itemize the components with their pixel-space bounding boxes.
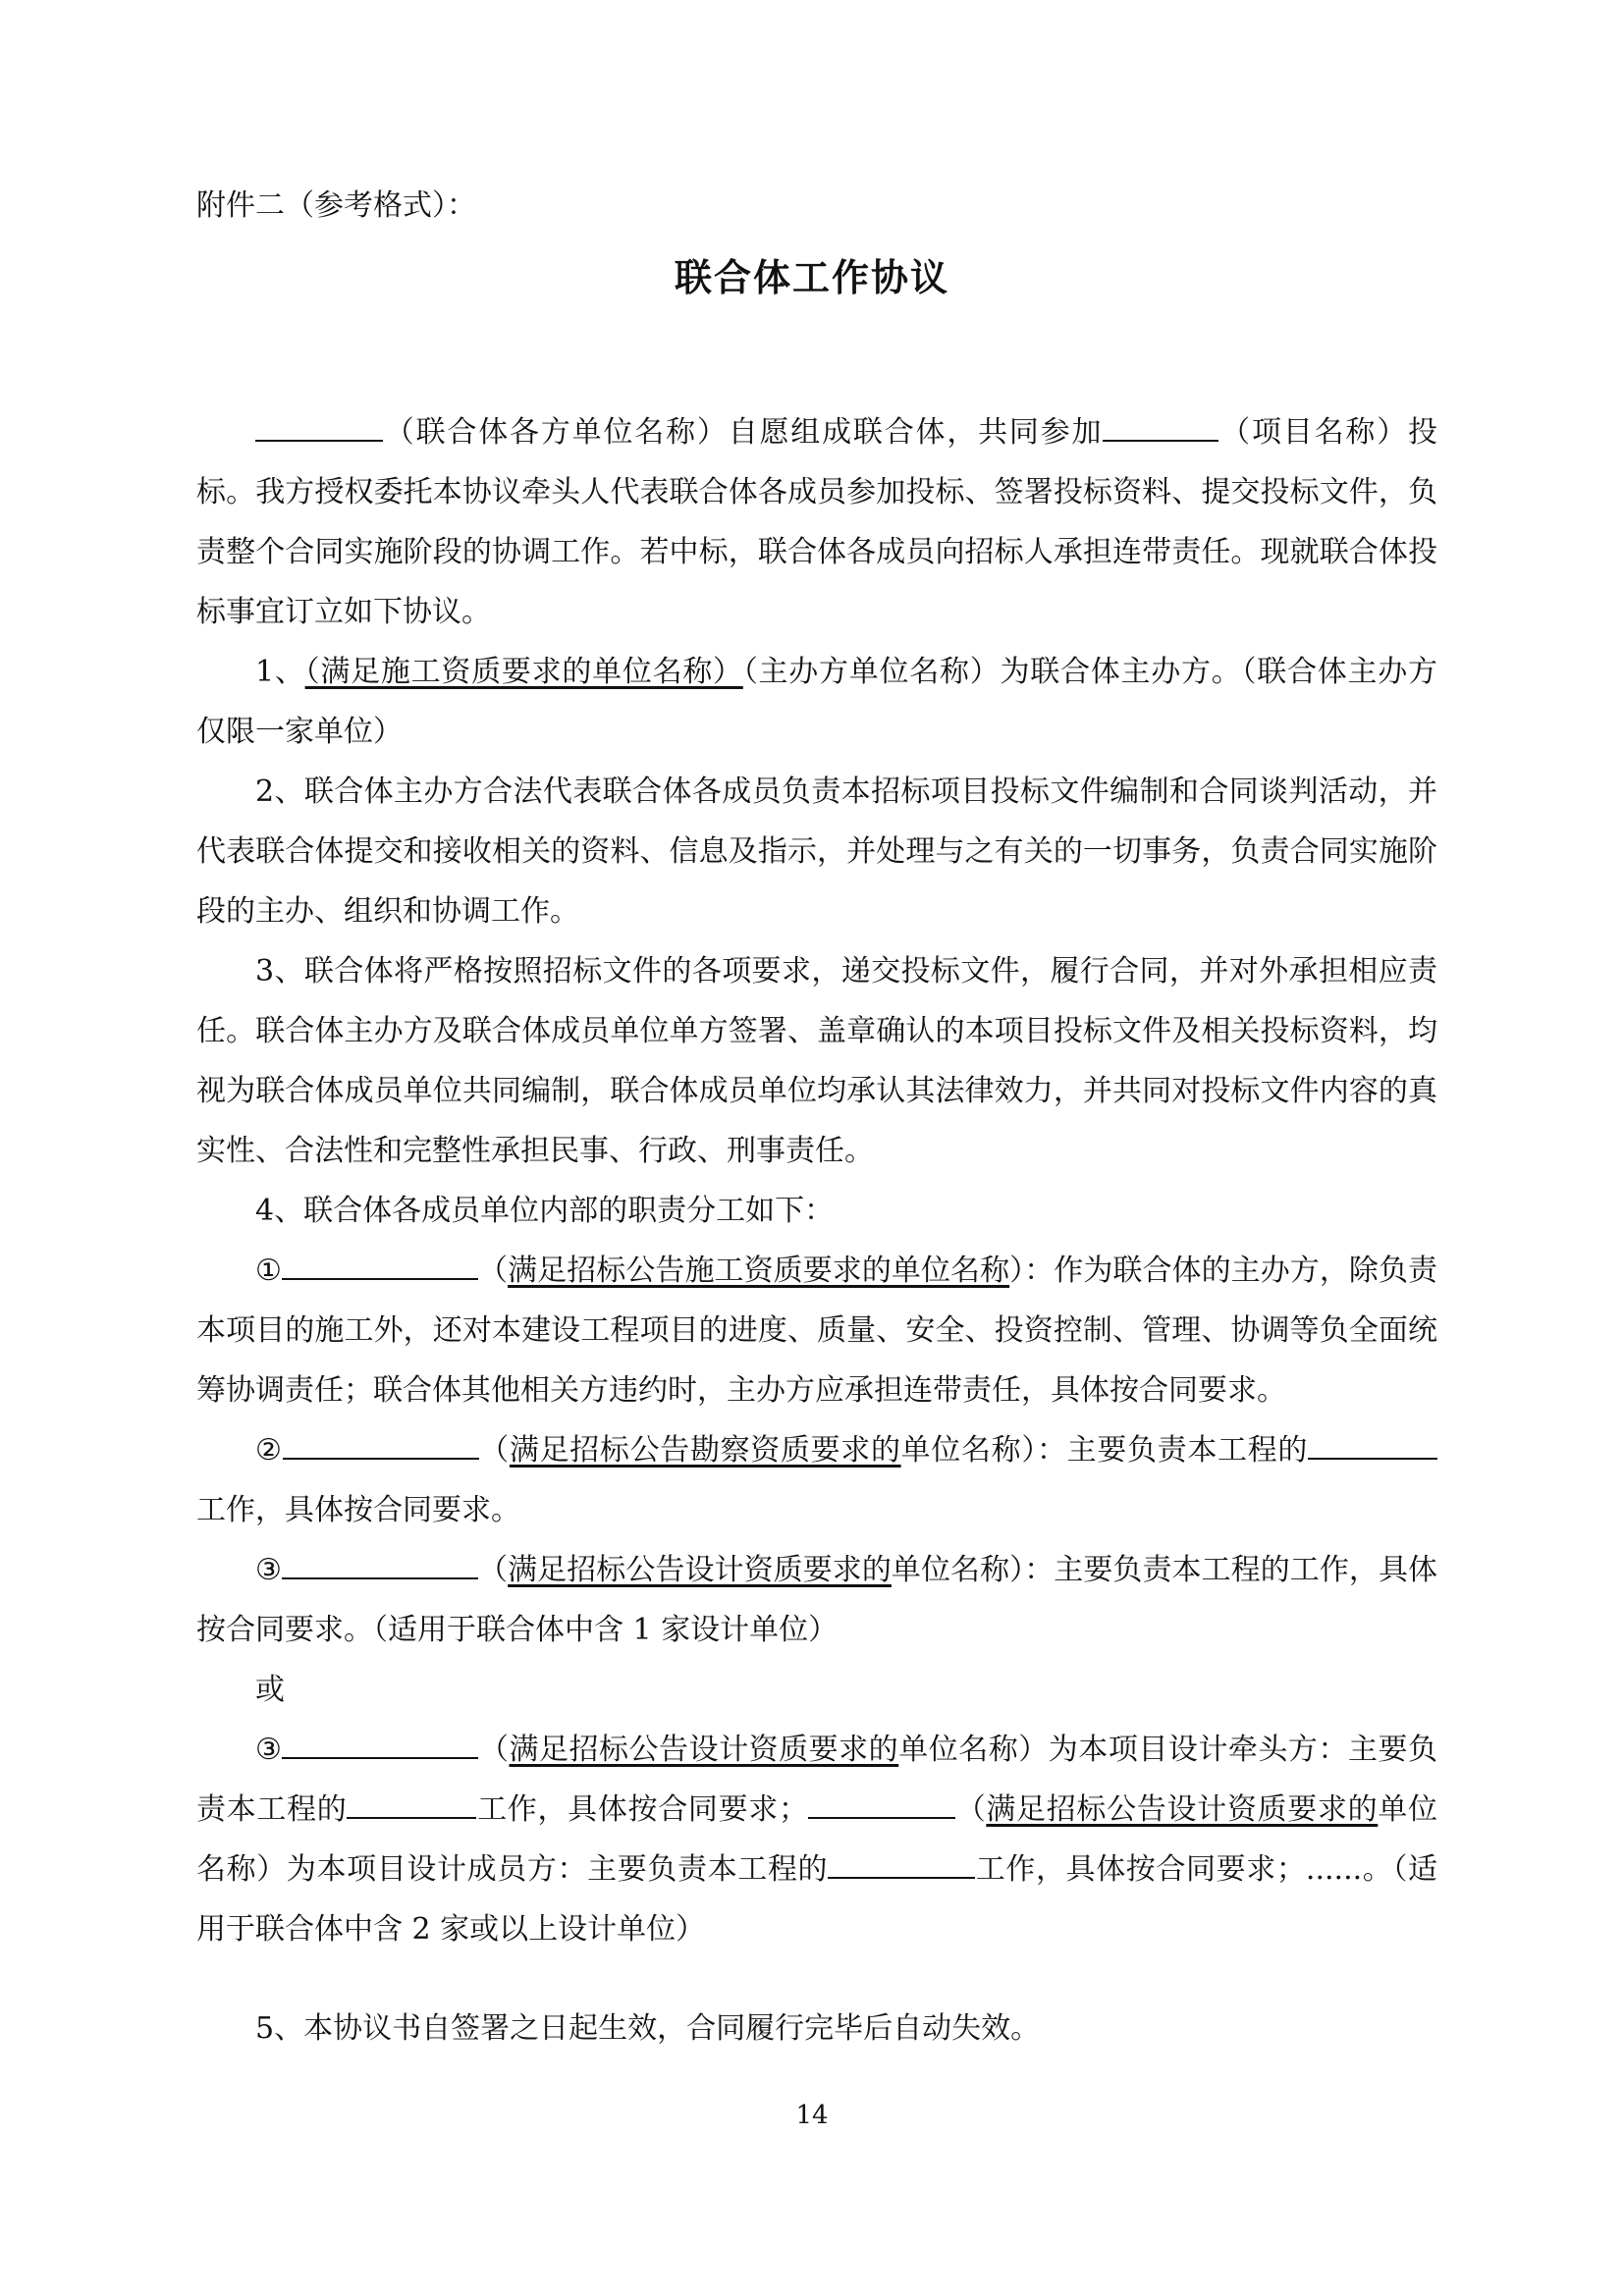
duty-item-3b: ③ （满足招标公告设计资质要求的单位名称）为本项目设计牵头方：主要负责本工程的 工作，具体按合同要求； （满足招标公告设计资质要求的单位名称）为本项目设计成员方：主要负责本工程的 工作，具体按合同要求；......。（适用于联合体中含 2 家或以上设计单位）: [196, 1720, 1437, 1959]
duty-item-3a-blank: [282, 1548, 478, 1579]
or-separator: 或: [255, 1673, 285, 1707]
design-member-blank: [808, 1788, 955, 1819]
duty-item-3a: ③ （满足招标公告设计资质要求的单位名称）：主要负责本工程的工作，具体按合同要求。（适用于联合体中含 1 家设计单位）: [196, 1540, 1437, 1660]
page-number: 14: [795, 2101, 829, 2130]
clause-4: 4、联合体各成员单位内部的职责分工如下：: [255, 1194, 835, 1228]
member-names-blank: [255, 410, 383, 442]
duty-item-2-work-blank: [1308, 1428, 1437, 1460]
clause-2: 2、联合体主办方合法代表联合体各成员负责本招标项目投标文件编制和合同谈判活动，并代表联合体提交和接收相关的资料、信息及指示，并处理与之有关的一切事务，负责合同实施阶段的主办、组织和协调工作。: [196, 774, 1437, 929]
annex-label: 附件二（参考格式）：: [196, 188, 476, 223]
project-name-blank: [1103, 410, 1218, 442]
duty-item-1-blank: [282, 1249, 478, 1280]
agreement-body: [196, 402, 1437, 2058]
intro-paragraph: （联合体各方单位名称）自愿组成联合体，共同参加 （项目名称）投标。我方授权委托本协议牵头人代表联合体各成员参加投标、签署投标资料、提交投标文件，负责整个合同实施阶段的协调工作。若中标，联合体各成员向招标人承担连带责任。现就联合体投标事宜订立如下协议。: [196, 402, 1437, 642]
clause-3: 3、联合体将严格按照招标文件的各项要求，递交投标文件，履行合同，并对外承担相应责任。联合体主办方及联合体成员单位单方签署、盖章确认的本项目投标文件及相关投标资料，均视为联合体成员单位共同编制，联合体成员单位均承认其法律效力，并共同对投标文件内容的真实性、合法性和完整性承担民事、行政、刑事责任。: [196, 954, 1437, 1168]
duty-item-3b-blank: [282, 1728, 478, 1759]
duty-item-2: ② （满足招标公告勘察资质要求的单位名称）：主要负责本工程的工作，具体按合同要求。: [196, 1420, 1437, 1540]
clause-5: 5、本协议书自签署之日起生效，合同履行完毕后自动失效。: [255, 2011, 1041, 2046]
duty-item-2-blank: [283, 1428, 479, 1460]
duty-item-3b-work-blank: [347, 1788, 476, 1819]
document-title: 联合体工作协议: [674, 256, 949, 299]
design-member-work-blank: [828, 1847, 975, 1879]
clause-1-underlined-name: （满足施工资质要求的单位名称）: [304, 655, 743, 689]
duty-item-1: ① （满足招标公告施工资质要求的单位名称）：作为联合体的主办方，除负责本项目的施工外，还对本建设工程项目的进度、质量、安全、投资控制、管理、协调等负全面统筹协调责任；联合体其他相关方违约时，主办方应承担连带责任，具体按合同要求。: [196, 1241, 1437, 1420]
clause-1: 1、（满足施工资质要求的单位名称）（主办方单位名称）为联合体主办方。（联合体主办方仅限一家单位）: [196, 655, 1438, 749]
